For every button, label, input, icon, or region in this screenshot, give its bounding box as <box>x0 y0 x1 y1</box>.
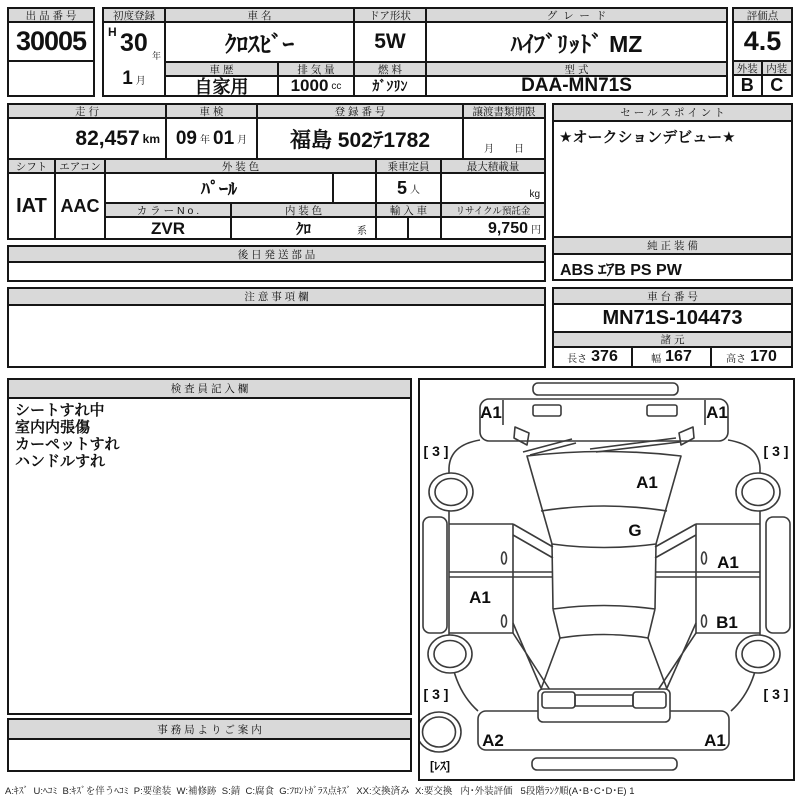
history-value: 自家用 <box>166 77 279 95</box>
era-letter: H <box>108 25 117 39</box>
blank-cell <box>334 174 377 204</box>
damage-label-front-right-door: A1 <box>717 553 739 572</box>
later-parts-header: 後 日 発 送 部 品 <box>9 247 544 263</box>
interior-color-cell <box>232 218 377 239</box>
shift-header: シフト <box>9 160 56 174</box>
tire-depth-front-left: [ 3 ] <box>423 443 449 459</box>
plate-value: 福島 502ﾃ1782 <box>258 119 464 160</box>
rear-lower-trim <box>532 758 677 770</box>
capacity-header: 乗車定員 <box>377 160 442 174</box>
exterior-grade-header: 外装 <box>734 62 763 76</box>
exterior-grade-value: B <box>734 76 763 95</box>
recycle-value: 9,750 <box>487 219 528 237</box>
model-code-header: 型 式 <box>427 63 726 77</box>
transfer-deadline-header: 譲渡書類期限 <box>464 105 544 119</box>
inspector-line: シートすれ中 <box>15 402 105 419</box>
sales-point-header: セ ー ル ス ポ イ ン ト <box>554 105 791 122</box>
fuel-header: 燃 料 <box>355 63 427 77</box>
lot-number-box <box>7 7 95 97</box>
notes-header: 注 意 事 項 欄 <box>9 289 544 306</box>
notes-box <box>7 287 546 368</box>
inspection-month-unit: 月 <box>237 135 248 146</box>
score-header: 評価点 <box>734 9 791 23</box>
spec-header: 諸 元 <box>554 331 791 348</box>
factory-equip-text: ABS ｴｱB PS PW <box>560 262 682 279</box>
damage-label-hood-left: A1 <box>480 403 502 422</box>
displacement-header: 排 気 量 <box>279 63 355 77</box>
history-header: 車 歴 <box>166 63 279 77</box>
width-label: 幅 <box>651 353 662 365</box>
spec-length-cell <box>554 348 633 366</box>
chassis-header: 車 台 番 号 <box>554 289 791 305</box>
recycle-cell <box>442 218 544 239</box>
capacity-cell <box>377 174 442 204</box>
right-rocker <box>766 517 790 633</box>
lot-number-value: 30005 <box>9 23 93 62</box>
interior-color-suffix: 系 <box>357 226 367 237</box>
exterior-color-value: ﾊﾟｰﾙ <box>106 174 334 204</box>
inspector-box <box>7 378 412 715</box>
aircon-header: エアコン <box>56 160 106 174</box>
door-shape-value: 5W <box>355 23 427 63</box>
color-no-header: カ ラ ー N o . <box>106 204 232 218</box>
fuel-value: ｶﾞｿﾘﾝ <box>355 77 427 95</box>
damage-label-glass-chip: G <box>628 521 642 540</box>
usage-box <box>7 103 546 240</box>
right-doors <box>656 524 760 633</box>
score-box <box>732 7 793 97</box>
lot-number-header: 出 品 番 号 <box>9 9 93 23</box>
mileage-header: 走 行 <box>9 105 167 119</box>
car-diagram-box <box>418 378 795 781</box>
damage-label-rear-left-door: A1 <box>469 588 491 607</box>
displacement-unit: cc <box>331 80 342 92</box>
tire-depth-front-right: [ 3 ] <box>763 443 789 459</box>
blank-cell <box>377 218 409 239</box>
spare-tire-label: [ﾚｽ] <box>430 759 450 773</box>
vehicle-header-box <box>102 7 728 97</box>
interior-color-value: ｸﾛ <box>295 221 311 238</box>
damage-label-windshield: A1 <box>636 473 658 492</box>
plate-header: 登 録 番 号 <box>258 105 464 119</box>
left-rocker <box>423 517 447 633</box>
first-registration-header: 初度登録 <box>104 9 166 23</box>
aircon-value: AAC <box>56 174 106 239</box>
inspection-header: 車 検 <box>167 105 258 119</box>
sales-point-text: ★オークションデビュー★ <box>559 129 736 146</box>
score-value: 4.5 <box>734 23 791 62</box>
blank-cell <box>9 62 93 95</box>
height-label: 高さ <box>726 353 747 365</box>
import-value-cell <box>377 218 442 239</box>
tire-depth-rear-right: [ 3 ] <box>763 686 789 702</box>
height-value: 170 <box>750 348 777 365</box>
first-registration-value <box>104 23 166 63</box>
spec-row <box>554 348 791 366</box>
capacity-unit: 人 <box>410 184 420 196</box>
office-header: 事 務 局 よ り ご 案 内 <box>9 720 410 740</box>
right-mirror <box>679 427 694 445</box>
capacity-value: 5 <box>396 177 407 198</box>
length-value: 376 <box>591 348 618 365</box>
chassis-number: MN71S-104473 <box>602 306 743 329</box>
office-box <box>7 718 412 772</box>
inspector-header: 検 査 員 記 入 欄 <box>9 380 410 399</box>
later-parts-box <box>7 245 546 282</box>
car-name-value: ｸﾛｽﾋﾞｰ <box>166 23 355 63</box>
interior-color-header: 内 装 色 <box>232 204 377 218</box>
inspection-year-unit: 年 <box>200 135 210 146</box>
exterior-color-header: 外 装 色 <box>106 160 377 174</box>
first-reg-month: 1 <box>122 68 133 89</box>
car-diagram <box>420 380 793 779</box>
import-header: 輸 入 車 <box>377 204 442 218</box>
spec-width-cell <box>633 348 712 366</box>
inspection-cell <box>167 119 258 160</box>
grade-header: グ レ ー ド <box>427 9 726 23</box>
door-shape-header: ドア形状 <box>355 9 427 23</box>
model-code-value: DAA-MN71S <box>521 77 632 95</box>
first-reg-year: 30 <box>120 29 148 57</box>
recycle-header: リサイクル預託金 <box>442 204 544 218</box>
grade-value: ﾊｲﾌﾞﾘｯﾄﾞ MZ <box>427 23 726 63</box>
windshield <box>527 452 681 548</box>
inspection-year: 09 <box>175 127 197 149</box>
first-reg-month-cell <box>104 63 166 95</box>
interior-grade-value: C <box>770 76 784 95</box>
displacement-value: 1000 <box>290 77 329 95</box>
hood <box>480 399 728 441</box>
sales-point-box <box>552 103 793 281</box>
damage-label-bumper-right: A1 <box>704 731 726 750</box>
inspector-line: ハンドルすれ <box>15 453 106 470</box>
first-reg-year-unit: 年 <box>151 51 161 61</box>
chassis-box <box>552 287 793 368</box>
tire-depth-rear-left: [ 3 ] <box>423 686 449 702</box>
left-doors <box>449 524 553 633</box>
payload-unit: kg <box>442 174 544 204</box>
spec-height-cell <box>712 348 791 366</box>
damage-label-rear-right-door: B1 <box>716 613 738 632</box>
inspection-month: 01 <box>213 127 235 149</box>
shift-value: IAT <box>9 174 56 239</box>
displacement-cell <box>279 77 355 95</box>
front-bumper <box>533 383 678 395</box>
factory-equip-header: 純 正 装 備 <box>554 236 791 255</box>
roof <box>552 544 656 609</box>
damage-label-hood-right: A1 <box>706 403 728 422</box>
car-name-header: 車 名 <box>166 9 355 23</box>
left-mirror <box>514 427 529 445</box>
recycle-unit: 円 <box>531 225 541 236</box>
width-value: 167 <box>665 348 692 365</box>
payload-header: 最大積載量 <box>442 160 544 174</box>
inspector-line: 室内内張傷 <box>15 419 91 436</box>
rear-window <box>553 606 655 639</box>
inspector-line: カーペットすれ <box>15 436 120 453</box>
transfer-deadline-value: 月 日 <box>464 119 544 160</box>
mileage-unit: km <box>142 131 160 146</box>
mileage-cell <box>9 119 167 160</box>
color-no-value: ZVR <box>106 218 232 239</box>
blank-cell <box>409 218 441 239</box>
first-reg-month-unit: 月 <box>135 75 146 87</box>
legend-text: A:ｷｽﾞ U:ﾍｺﾐ B:ｷｽﾞを伴うﾍｺﾐ P:要塗装 W:補修跡 S:錆 C:腐食 G:ﾌﾛﾝﾄｶﾞﾗｽ点ｷｽﾞ XX:交換済み X:要交換 内･外装評価 5段階ﾗﾝｸ順(A･B･C･D･E) 1 <box>5 786 635 797</box>
interior-grade-header: 内装 <box>763 62 792 76</box>
mileage-value: 82,457 <box>75 126 140 150</box>
length-label: 長さ <box>567 353 588 365</box>
damage-label-bumper-left: A2 <box>482 731 504 750</box>
